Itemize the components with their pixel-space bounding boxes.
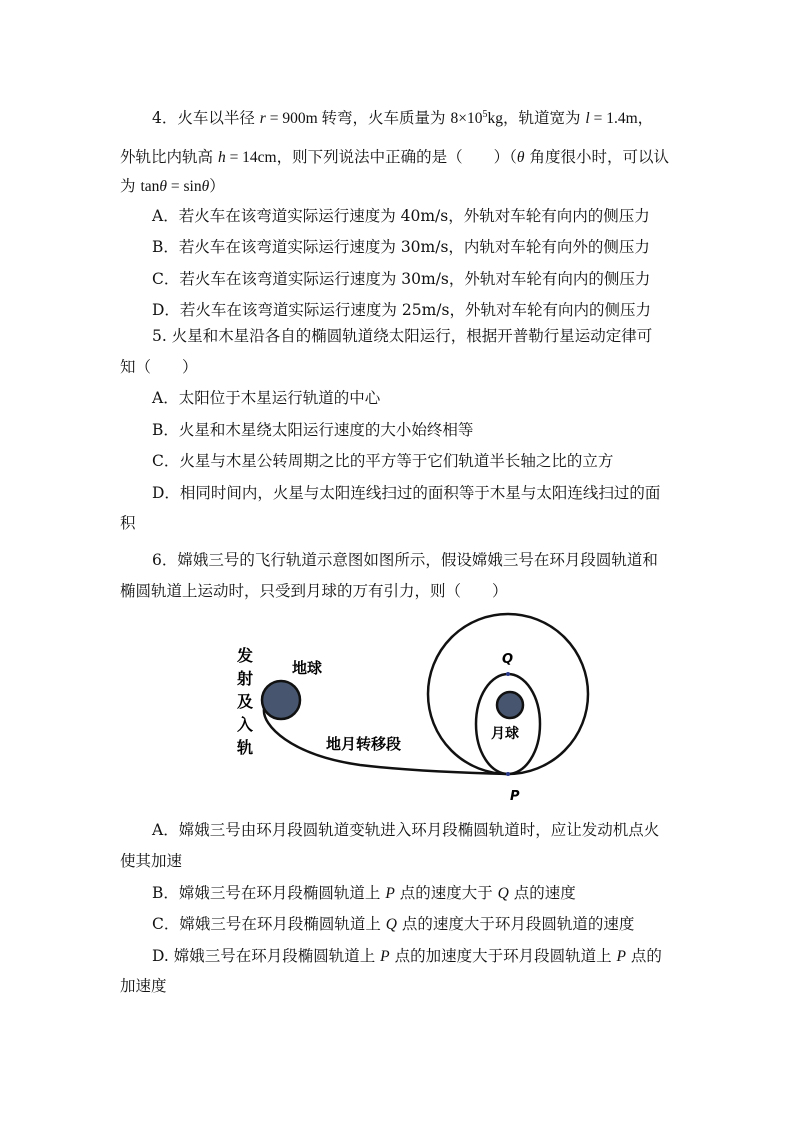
label-launch-5: 轨	[237, 738, 254, 757]
q4-option-d: D．若火车在该弯道实际运行速度为 25m/s，外轨对车轮有向内的侧压力	[152, 301, 651, 319]
label-transfer: 地月转移段	[326, 735, 402, 753]
point-p	[506, 772, 510, 776]
q6-option-a-line2: 使其加速	[120, 852, 183, 870]
q4-stem-line3: 为 tanθ = sinθ）	[120, 177, 225, 195]
q6-option-c: C．嫦娥三号在环月段椭圆轨道上 Q 点的速度大于环月段圆轨道的速度	[152, 915, 635, 933]
label-launch-2: 射	[237, 669, 254, 688]
q5-option-d-line1: D．相同时间内，火星与太阳连线扫过的面积等于木星与太阳连线扫过的面	[152, 484, 661, 502]
q4-option-b: B．若火车在该弯道实际运行速度为 30m/s，内轨对车轮有向外的侧压力	[152, 238, 650, 256]
elliptical-orbit	[476, 674, 540, 774]
q4-option-c: C．若火车在该弯道实际运行速度为 30m/s，外轨对车轮有向内的侧压力	[152, 270, 651, 288]
q5-option-a: A．太阳位于木星运行轨道的中心	[152, 389, 381, 407]
label-q: Q	[502, 652, 514, 667]
earth	[262, 681, 300, 719]
label-launch-4: 入	[237, 715, 254, 734]
q6-option-a-line1: A．嫦娥三号由环月段圆轨道变轨进入环月段椭圆轨道时，应让发动机点火	[152, 821, 660, 839]
q4-option-a: A．若火车在该弯道实际运行速度为 40m/s，外轨对车轮有向内的侧压力	[152, 207, 650, 225]
q6-option-d-line1: D. 嫦娥三号在环月段椭圆轨道上 P 点的加速度大于环月段圆轨道上 P 点的	[152, 947, 662, 965]
point-q	[506, 672, 510, 676]
q5-option-b: B．火星和木星绕太阳运行速度的大小始终相等	[152, 421, 474, 439]
q6-stem-line2: 椭圆轨道上运动时，只受到月球的万有引力，则（ ）	[120, 582, 508, 600]
label-launch-3: 及	[237, 692, 254, 711]
q5-option-c: C．火星与木星公转周期之比的平方等于它们轨道半长轴之比的立方	[152, 452, 614, 470]
q6-option-b: B．嫦娥三号在环月段椭圆轨道上 P 点的速度大于 Q 点的速度	[152, 884, 576, 902]
label-launch-1: 发	[237, 646, 254, 665]
q5-stem-line1: 5. 火星和木星沿各自的椭圆轨道绕太阳运行，根据开普勒行星运动定律可	[152, 327, 653, 345]
q5-stem-line2: 知（ ）	[120, 358, 198, 376]
label-p: P	[510, 789, 520, 804]
q4-stem-line1: 4．火车以半径 r = 900m 转弯，火车质量为 $8\times 10^5kg$，轨道宽为 l = 1.4m，	[152, 108, 654, 127]
label-earth: 地球	[292, 659, 323, 677]
q6-option-d-line2: 加速度	[120, 977, 167, 995]
q5-option-d-line2: 积	[120, 514, 136, 532]
label-moon: 月球	[491, 726, 519, 742]
q6-stem-line1: 6．嫦娥三号的飞行轨道示意图如图所示，假设嫦娥三号在环月段圆轨道和	[152, 551, 658, 569]
moon	[497, 692, 523, 718]
q4-stem-line2: 外轨比内轨高 h = 14cm，则下列说法中正确的是（ ）（θ 角度很小时，可以认	[120, 148, 669, 166]
